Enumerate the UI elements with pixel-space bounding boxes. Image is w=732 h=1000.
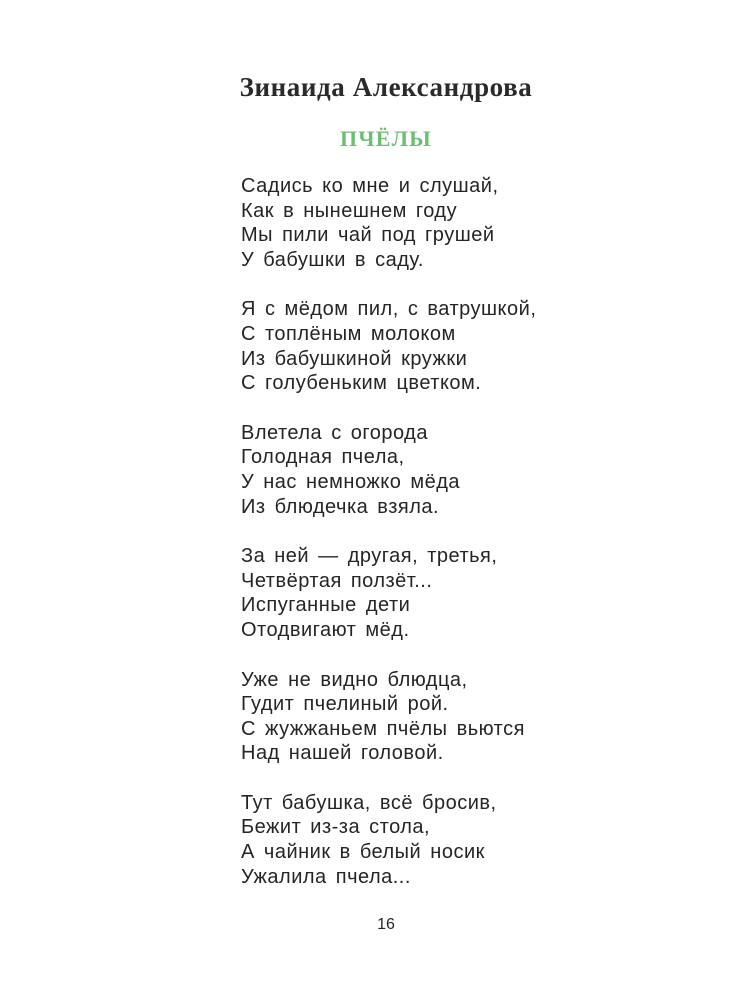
stanza — [241, 174, 701, 272]
poem-line: Испуганные дети — [241, 594, 411, 617]
poem-line: Тут бабушка, всё бросив, — [241, 791, 497, 814]
author-name: Зинаида Александрова — [239, 72, 533, 102]
poem-line: Из блюдечка взяла. — [241, 495, 440, 518]
poem-line: У нас немножко мёда — [241, 470, 461, 493]
poem-line: С топлёным молоком — [241, 322, 456, 345]
poem-line: Над нашей головой. — [241, 742, 444, 765]
poem-body — [241, 174, 701, 914]
poem-line: Уже не видно блюдца, — [241, 668, 468, 691]
stanza — [241, 668, 701, 766]
poem-line: Четвёртая ползёт... — [241, 569, 433, 592]
page-number: 16 — [377, 916, 395, 933]
poem-line: С жужжаньем пчёлы вьются — [241, 717, 525, 740]
poem-line: Я с мёдом пил, с ватрушкой, — [241, 298, 537, 321]
poem-line: Бежит из-за стола, — [241, 816, 431, 839]
poem-line: Голодная пчела, — [241, 446, 405, 469]
poem-line: Гудит пчелиный рой. — [241, 693, 449, 716]
poem-line: Садись ко мне и слушай, — [241, 175, 499, 197]
poem-line: Как в нынешнем году — [241, 199, 458, 222]
poem-line: За ней — другая, третья, — [241, 545, 498, 568]
poem-line: С голубеньким цветком. — [241, 372, 482, 395]
poem-line: Отодвигают мёд. — [241, 618, 410, 641]
poem-line: А чайник в белый носик — [241, 841, 485, 864]
poem-line: Мы пили чай под грушей — [241, 224, 495, 247]
poem-line: Влетела с огорода — [241, 421, 428, 444]
stanza — [241, 791, 701, 889]
poem-line: Ужалила пчела... — [241, 865, 411, 888]
poem-line: У бабушки в саду. — [241, 248, 424, 271]
poem-title: ПЧЁЛЫ — [340, 126, 432, 151]
stanza — [241, 544, 701, 642]
poem-line: Из бабушкиной кружки — [241, 347, 468, 370]
stanza — [241, 421, 701, 519]
stanza — [241, 297, 701, 395]
